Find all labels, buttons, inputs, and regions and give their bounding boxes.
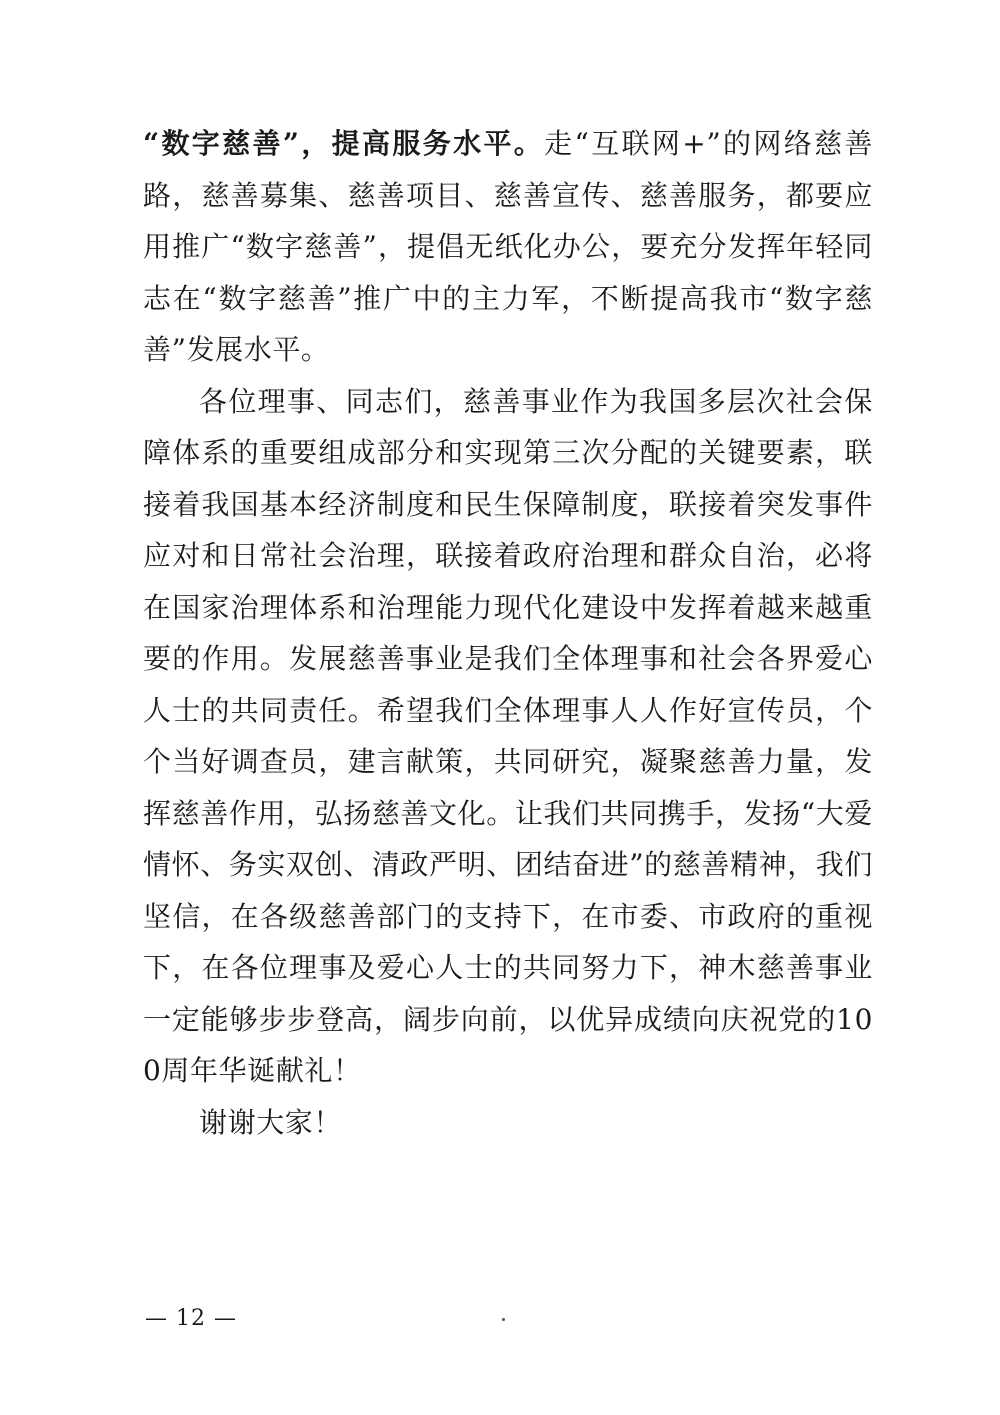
- paragraph-closing-appeal: 各位理事、同志们，慈善事业作为我国多层次社会保障体系的重要组成部分和实现第三次分配的关键要素，联接着我国基本经济制度和民生保障制度，联接着突发事件应对和日常社会治理，联接着政府治理和群众自治，必将在国家治理体系和治理能力现代化建设中发挥着越来越重要的作用。发展慈善事业是我们全体理事和社会各界爱心人士的共同责任。希望我们全体理事人人作好宣传员，个个当好调查员，建言献策，共同研究，凝聚慈善力量，发挥慈善作用，弘扬慈善文化。让我们共同携手，发扬“大爱情怀、务实双创、清政严明、团结奋进”的慈善精神，我们坚信，在各级慈善部门的支持下，在市委、市政府的重视下，在各位理事及爱心人士的共同努力下，神木慈善事业一定能够步步登高，阔步向前，以优异成绩向庆祝党的100周年华诞献礼！: [143, 384, 873, 1087]
- paragraph-thanks: 谢谢大家！: [199, 1105, 343, 1139]
- body-text: [143, 118, 873, 1148]
- center-dot-mark: [502, 1318, 505, 1321]
- page-number: — 12 —: [145, 1306, 237, 1331]
- paragraph-text: 走“互联网+”的网络慈善路，慈善募集、慈善项目、慈善宣传、慈善服务，都要应用推广“数字慈善”，提倡无纸化办公，要充分发挥年轻同志在“数字慈善”推广中的主力军，不断提高我市“数字慈善”发展水平。: [143, 127, 873, 366]
- paragraph-digital-charity: [143, 118, 873, 376]
- paragraph-bold-lead: “数字慈善”，提高服务水平。: [143, 127, 545, 160]
